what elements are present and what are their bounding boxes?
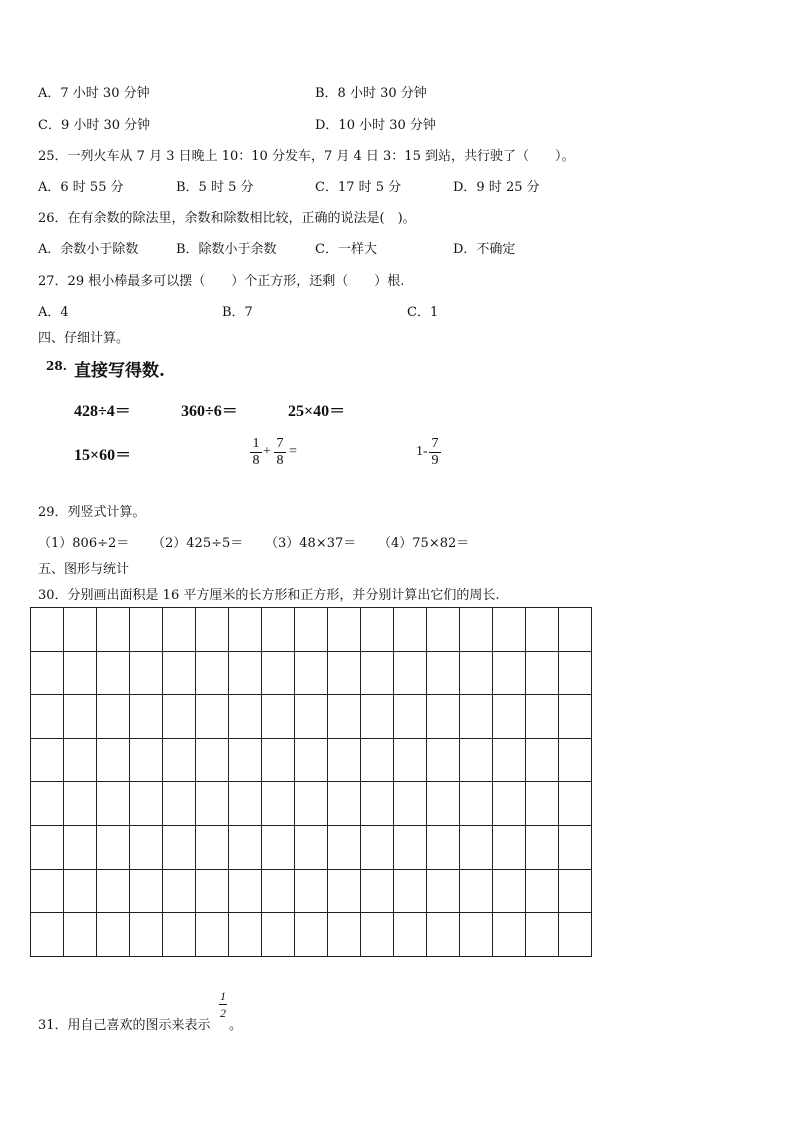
grid-cell[interactable]	[559, 608, 592, 652]
grid-cell[interactable]	[229, 652, 262, 696]
grid-cell[interactable]	[394, 826, 427, 870]
grid-cell[interactable]	[31, 826, 64, 870]
fraction-seven-ninths	[428, 436, 442, 469]
grid-cell[interactable]	[130, 652, 163, 696]
grid-cell[interactable]	[196, 870, 229, 914]
section-4-heading: 四、仔细计算。	[38, 331, 130, 346]
grid-cell[interactable]	[97, 652, 130, 696]
q31-text: 31．用自己喜欢的图示来表示	[38, 1018, 211, 1033]
grid-cell[interactable]	[361, 782, 394, 826]
q25-text: 25．一列火车从 7 月 3 日晚上 10：10 分发车，7 月 4 日 3：15 到站，共行驶了（ ）。	[38, 149, 575, 164]
grid-cell[interactable]	[460, 782, 493, 826]
grid-cell[interactable]	[526, 695, 559, 739]
grid-cell[interactable]	[328, 608, 361, 652]
grid-cell[interactable]	[64, 913, 97, 957]
grid-cell[interactable]	[328, 913, 361, 957]
fraction-numerator: 1	[220, 989, 226, 1003]
grid-cell[interactable]	[460, 739, 493, 783]
q30-text: 30．分别画出面积是 16 平方厘米的长方形和正方形，并分别计算出它们的周长.	[38, 588, 500, 603]
grid-cell[interactable]	[229, 826, 262, 870]
grid-cell[interactable]	[460, 652, 493, 696]
grid-cell[interactable]	[427, 695, 460, 739]
q29-part-1: （1）806÷2＝	[38, 536, 130, 551]
section-5-heading: 五、图形与统计	[38, 562, 130, 577]
grid-cell[interactable]	[163, 608, 196, 652]
calc-25-times-40: 25×40＝	[288, 403, 346, 420]
grid-cell[interactable]	[394, 870, 427, 914]
grid-cell[interactable]	[361, 913, 394, 957]
grid-cell[interactable]	[559, 695, 592, 739]
grid-cell[interactable]	[427, 782, 460, 826]
grid-cell[interactable]	[559, 652, 592, 696]
grid-cell[interactable]	[64, 826, 97, 870]
grid-cell[interactable]	[130, 739, 163, 783]
grid-cell[interactable]	[262, 652, 295, 696]
grid-cell[interactable]	[31, 870, 64, 914]
grid-cell[interactable]	[97, 695, 130, 739]
grid-cell[interactable]	[130, 826, 163, 870]
grid-cell[interactable]	[262, 739, 295, 783]
q27-option-b: B．7	[222, 305, 253, 320]
grid-cell[interactable]	[427, 739, 460, 783]
grid-cell[interactable]	[394, 739, 427, 783]
grid-cell[interactable]	[427, 608, 460, 652]
grid-cell[interactable]	[559, 913, 592, 957]
grid-cell[interactable]	[262, 826, 295, 870]
grid-cell[interactable]	[31, 739, 64, 783]
grid-cell[interactable]	[229, 782, 262, 826]
grid-cell[interactable]	[97, 826, 130, 870]
grid-cell[interactable]	[493, 782, 526, 826]
grid-cell[interactable]	[394, 782, 427, 826]
grid-cell[interactable]	[262, 913, 295, 957]
grid-cell[interactable]	[64, 608, 97, 652]
grid-cell[interactable]	[493, 913, 526, 957]
grid-cell[interactable]	[460, 913, 493, 957]
fraction-one-half	[218, 988, 228, 1021]
grid-cell[interactable]	[64, 870, 97, 914]
grid-cell[interactable]	[328, 870, 361, 914]
grid-cell[interactable]	[526, 826, 559, 870]
grid-cell[interactable]	[31, 782, 64, 826]
grid-cell[interactable]	[163, 695, 196, 739]
q26-text: 26．在有余数的除法里，余数和除数相比较，正确的说法是( )。	[38, 211, 416, 226]
q25-option-a: A．6 时 55 分	[38, 180, 124, 195]
grid-cell[interactable]	[493, 608, 526, 652]
grid-cell[interactable]	[394, 913, 427, 957]
grid-cell[interactable]	[295, 608, 328, 652]
q27-option-a: A．4	[38, 305, 69, 320]
grid-cell[interactable]	[427, 870, 460, 914]
grid-cell[interactable]	[262, 782, 295, 826]
q25-option-b: B．5 时 5 分	[176, 180, 254, 195]
grid-cell[interactable]	[163, 652, 196, 696]
grid-cell[interactable]	[163, 913, 196, 957]
fraction-one-eighth	[249, 436, 263, 469]
grid-cell[interactable]	[295, 652, 328, 696]
calc-360-div-6: 360÷6＝	[181, 403, 238, 420]
q24-option-b: B．8 小时 30 分钟	[315, 86, 427, 101]
grid-cell[interactable]	[328, 826, 361, 870]
grid-cell[interactable]	[31, 652, 64, 696]
q27-option-c: C．1	[407, 305, 439, 320]
q26-option-b: B．除数小于余数	[176, 242, 277, 257]
grid-cell[interactable]	[559, 870, 592, 914]
grid-cell[interactable]	[196, 782, 229, 826]
fraction-denominator: 9	[431, 453, 439, 468]
grid-cell[interactable]	[97, 608, 130, 652]
grid-cell[interactable]	[328, 782, 361, 826]
grid-cell[interactable]	[295, 782, 328, 826]
plus-sign: +	[263, 444, 271, 459]
grid-cell[interactable]	[196, 913, 229, 957]
q29-part-3: （3）48×37＝	[265, 536, 357, 551]
grid-cell[interactable]	[64, 782, 97, 826]
grid-cell[interactable]	[229, 739, 262, 783]
q31-end: 。	[229, 1018, 243, 1033]
fraction-denominator: 8	[276, 453, 284, 468]
grid-cell[interactable]	[427, 826, 460, 870]
grid-cell[interactable]	[493, 695, 526, 739]
grid-cell[interactable]	[64, 739, 97, 783]
grid-cell[interactable]	[526, 782, 559, 826]
grid-cell[interactable]	[361, 652, 394, 696]
grid-cell[interactable]	[196, 739, 229, 783]
grid-cell[interactable]	[526, 652, 559, 696]
grid-cell[interactable]	[559, 782, 592, 826]
grid-cell[interactable]	[460, 608, 493, 652]
grid-cell[interactable]	[559, 739, 592, 783]
grid-cell[interactable]	[493, 739, 526, 783]
grid-cell[interactable]	[361, 870, 394, 914]
grid-cell[interactable]	[196, 695, 229, 739]
grid-cell[interactable]	[130, 782, 163, 826]
grid-cell[interactable]	[163, 870, 196, 914]
grid-cell[interactable]	[328, 695, 361, 739]
grid-cell[interactable]	[31, 608, 64, 652]
calc-428-div-4: 428÷4＝	[74, 403, 131, 420]
fraction-denominator: 8	[252, 453, 260, 468]
grid-cell[interactable]	[262, 870, 295, 914]
q28-title: 直接写得数.	[74, 361, 165, 381]
grid-cell[interactable]	[427, 652, 460, 696]
grid-cell[interactable]	[97, 870, 130, 914]
grid-cell[interactable]	[262, 608, 295, 652]
q29-text: 29．列竖式计算。	[38, 505, 146, 520]
q29-part-2: （2）425÷5＝	[152, 536, 244, 551]
grid-cell[interactable]	[361, 739, 394, 783]
q25-option-d: D．9 时 25 分	[453, 180, 540, 195]
grid-cell[interactable]	[295, 870, 328, 914]
fraction-numerator: 7	[431, 436, 439, 451]
grid-cell[interactable]	[460, 870, 493, 914]
grid-cell[interactable]	[196, 608, 229, 652]
fraction-denominator: 2	[220, 1006, 226, 1020]
grid-cell[interactable]	[559, 826, 592, 870]
grid-cell[interactable]	[394, 652, 427, 696]
q25-option-c: C．17 时 5 分	[315, 180, 402, 195]
fraction-seven-eighths	[273, 436, 287, 469]
grid-cell[interactable]	[97, 739, 130, 783]
grid-cell[interactable]	[163, 782, 196, 826]
grid-cell[interactable]	[493, 652, 526, 696]
grid-cell[interactable]	[130, 608, 163, 652]
grid-cell[interactable]	[394, 695, 427, 739]
grid-cell[interactable]	[130, 913, 163, 957]
grid-cell[interactable]	[361, 608, 394, 652]
grid-cell[interactable]	[526, 870, 559, 914]
grid-cell[interactable]	[196, 652, 229, 696]
grid-cell[interactable]	[229, 608, 262, 652]
grid-cell[interactable]	[163, 739, 196, 783]
grid-cell[interactable]	[295, 826, 328, 870]
grid-cell[interactable]	[460, 695, 493, 739]
grid-cell[interactable]	[262, 695, 295, 739]
drawing-grid[interactable]	[30, 607, 592, 957]
grid-cell[interactable]	[526, 739, 559, 783]
q27-text: 27．29 根小棒最多可以摆（ ）个正方形，还剩（ ）根.	[38, 274, 405, 289]
grid-cell[interactable]	[163, 826, 196, 870]
grid-cell[interactable]	[427, 913, 460, 957]
fraction-numerator: 7	[276, 436, 284, 451]
grid-cell[interactable]	[526, 913, 559, 957]
grid-cell[interactable]	[493, 826, 526, 870]
one-minus-prefix: 1-	[416, 444, 428, 459]
grid-cell[interactable]	[196, 826, 229, 870]
grid-cell[interactable]	[97, 913, 130, 957]
grid-cell[interactable]	[130, 695, 163, 739]
q26-option-c: C．一样大	[315, 242, 377, 257]
q24-option-d: D．10 小时 30 分钟	[315, 118, 436, 133]
grid-cell[interactable]	[229, 695, 262, 739]
grid-cell[interactable]	[31, 695, 64, 739]
q26-option-d: D．不确定	[453, 242, 516, 257]
q29-part-4: （4）75×82＝	[378, 536, 470, 551]
grid-cell[interactable]	[460, 826, 493, 870]
fraction-numerator: 1	[252, 436, 260, 451]
grid-cell[interactable]	[97, 782, 130, 826]
grid-cell[interactable]	[295, 913, 328, 957]
grid-cell[interactable]	[229, 913, 262, 957]
grid-cell[interactable]	[295, 695, 328, 739]
equals-sign: =	[289, 444, 297, 459]
grid-cell[interactable]	[361, 826, 394, 870]
grid-cell[interactable]	[295, 739, 328, 783]
grid-cell[interactable]	[328, 739, 361, 783]
grid-cell[interactable]	[328, 652, 361, 696]
grid-cell[interactable]	[130, 870, 163, 914]
grid-cell[interactable]	[31, 913, 64, 957]
q28-number: 28.	[46, 359, 67, 373]
grid-cell[interactable]	[64, 652, 97, 696]
grid-cell[interactable]	[526, 608, 559, 652]
grid-cell[interactable]	[64, 695, 97, 739]
grid-cell[interactable]	[229, 870, 262, 914]
q24-option-c: C．9 小时 30 分钟	[38, 118, 151, 133]
q24-option-a: A．7 小时 30 分钟	[38, 86, 150, 101]
grid-cell[interactable]	[493, 870, 526, 914]
calc-15-times-60: 15×60＝	[74, 447, 132, 464]
grid-cell[interactable]	[394, 608, 427, 652]
grid-cell[interactable]	[361, 695, 394, 739]
q26-option-a: A．余数小于除数	[38, 242, 139, 257]
